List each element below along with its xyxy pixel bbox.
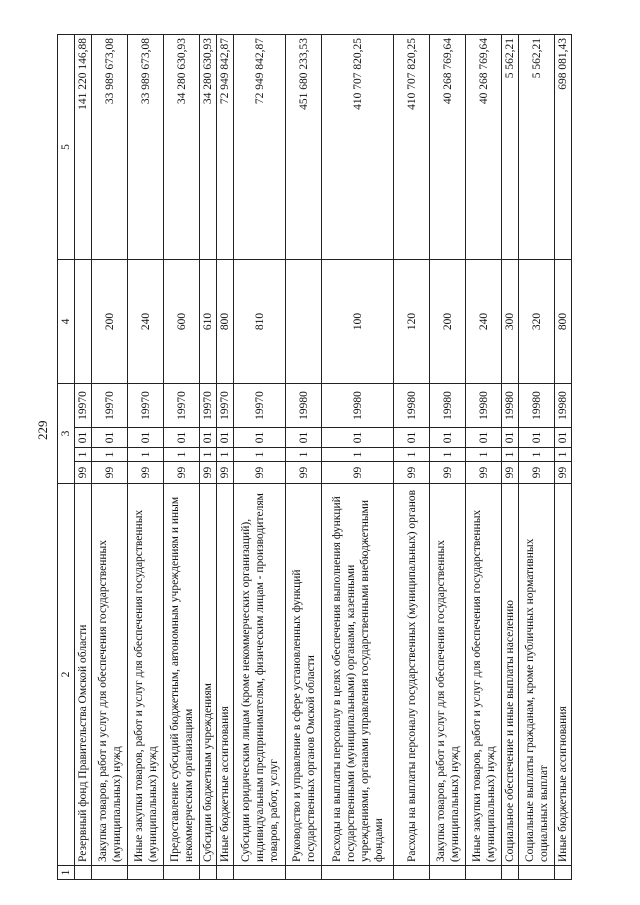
row-name: Иные бюджетные ассигнования	[217, 484, 234, 866]
row-amount: 410 707 820,25	[322, 35, 394, 260]
table-row	[200, 35, 217, 880]
code-program: 99	[555, 462, 572, 484]
row-name: Резервный фонд Правительства Омской области	[75, 484, 92, 866]
code-main-activity: 01	[164, 428, 200, 448]
code-direction: 19970	[234, 384, 286, 428]
table-row	[286, 35, 322, 880]
code-main-activity: 01	[200, 428, 217, 448]
row-marker-cell	[164, 866, 200, 880]
code-subprogram: 1	[164, 448, 200, 462]
code-expense-type: 240	[128, 260, 164, 384]
code-expense-type: 200	[430, 260, 466, 384]
code-program: 99	[286, 462, 322, 484]
code-program: 99	[466, 462, 502, 484]
table-row	[234, 35, 286, 880]
code-program: 99	[164, 462, 200, 484]
code-subprogram: 1	[322, 448, 394, 462]
row-marker-cell	[217, 866, 234, 880]
code-subprogram: 1	[75, 448, 92, 462]
row-name: Расходы на выплаты персоналу государственных (муниципальных) органов	[394, 484, 430, 866]
row-name: Закупка товаров, работ и услуг для обеспечения государственных (муниципальных) нужд	[92, 484, 128, 866]
row-marker-cell	[519, 866, 555, 880]
row-amount: 34 280 630,93	[200, 35, 217, 260]
code-expense-type	[286, 260, 322, 384]
code-main-activity: 01	[322, 428, 394, 448]
code-program: 99	[217, 462, 234, 484]
code-expense-type: 610	[200, 260, 217, 384]
row-name: Предоставление субсидий бюджетным, автономным учреждениям и иным некоммерческим организациям	[164, 484, 200, 866]
row-marker-cell	[466, 866, 502, 880]
code-program: 99	[200, 462, 217, 484]
row-amount: 40 268 769,64	[466, 35, 502, 260]
code-program: 99	[75, 462, 92, 484]
code-expense-type: 300	[502, 260, 519, 384]
code-main-activity: 01	[128, 428, 164, 448]
code-expense-type: 800	[217, 260, 234, 384]
code-direction: 19980	[394, 384, 430, 428]
header-col-4: 4	[58, 260, 75, 384]
code-main-activity: 01	[75, 428, 92, 448]
code-expense-type: 600	[164, 260, 200, 384]
code-expense-type: 800	[555, 260, 572, 384]
header-col-2: 2	[58, 484, 75, 866]
code-direction: 19970	[200, 384, 217, 428]
row-marker-cell	[502, 866, 519, 880]
row-marker-cell	[92, 866, 128, 880]
row-amount: 40 268 769,64	[430, 35, 466, 260]
row-name: Расходы на выплаты персоналу в целях обеспечения выполнения функций государственными (муниципальными) органами, казенными учреждениями, органами управления государственными внебюджетными фондами	[322, 484, 394, 866]
code-subprogram: 1	[286, 448, 322, 462]
row-amount: 5 562,21	[519, 35, 555, 260]
code-direction: 19970	[128, 384, 164, 428]
code-subprogram: 1	[128, 448, 164, 462]
table-row	[164, 35, 200, 880]
header-col-3: 3	[58, 384, 75, 484]
table-row	[502, 35, 519, 880]
row-marker-cell	[200, 866, 217, 880]
code-program: 99	[502, 462, 519, 484]
row-name: Социальное обеспечение и иные выплаты населению	[502, 484, 519, 866]
code-direction: 19980	[322, 384, 394, 428]
row-marker-cell	[322, 866, 394, 880]
row-marker-cell	[234, 866, 286, 880]
code-main-activity: 01	[430, 428, 466, 448]
table-row	[466, 35, 502, 880]
code-program: 99	[322, 462, 394, 484]
table-row	[322, 35, 394, 880]
code-direction: 19980	[519, 384, 555, 428]
row-name: Иные закупки товаров, работ и услуг для обеспечения государственных (муниципальных) нужд	[466, 484, 502, 866]
row-amount: 72 949 842,87	[234, 35, 286, 260]
code-subprogram: 1	[519, 448, 555, 462]
budget-table	[57, 34, 572, 880]
code-program: 99	[394, 462, 430, 484]
code-direction: 19980	[502, 384, 519, 428]
code-program: 99	[430, 462, 466, 484]
code-main-activity: 01	[234, 428, 286, 448]
code-subprogram: 1	[430, 448, 466, 462]
code-expense-type: 320	[519, 260, 555, 384]
table-row	[394, 35, 430, 880]
row-amount: 451 680 233,53	[286, 35, 322, 260]
code-program: 99	[92, 462, 128, 484]
code-direction: 19970	[217, 384, 234, 428]
code-main-activity: 01	[555, 428, 572, 448]
row-amount: 410 707 820,25	[394, 35, 430, 260]
row-name: Руководство и управление в сфере установленных функций государственных органов Омской области	[286, 484, 322, 866]
table-row	[430, 35, 466, 880]
code-main-activity: 01	[217, 428, 234, 448]
code-expense-type	[75, 260, 92, 384]
code-program: 99	[234, 462, 286, 484]
code-direction: 19970	[75, 384, 92, 428]
row-name: Иные закупки товаров, работ и услуг для обеспечения государственных (муниципальных) нужд	[128, 484, 164, 866]
code-direction: 19970	[164, 384, 200, 428]
code-subprogram: 1	[502, 448, 519, 462]
header-row	[58, 35, 75, 880]
code-expense-type: 120	[394, 260, 430, 384]
code-main-activity: 01	[502, 428, 519, 448]
table-row	[555, 35, 572, 880]
row-marker-cell	[75, 866, 92, 880]
code-direction: 19970	[92, 384, 128, 428]
row-marker-cell	[555, 866, 572, 880]
budget-table-container	[57, 35, 572, 880]
row-amount: 33 989 673,08	[92, 35, 128, 260]
code-subprogram: 1	[234, 448, 286, 462]
row-amount: 34 280 630,93	[164, 35, 200, 260]
header-col-5: 5	[58, 35, 75, 260]
code-subprogram: 1	[92, 448, 128, 462]
code-main-activity: 01	[286, 428, 322, 448]
row-marker-cell	[128, 866, 164, 880]
code-subprogram: 1	[217, 448, 234, 462]
code-main-activity: 01	[466, 428, 502, 448]
table-row	[217, 35, 234, 880]
code-subprogram: 1	[555, 448, 572, 462]
row-amount: 141 220 146,88	[75, 35, 92, 260]
table-row	[128, 35, 164, 880]
code-direction: 19980	[466, 384, 502, 428]
code-expense-type: 200	[92, 260, 128, 384]
row-marker-cell	[394, 866, 430, 880]
table-row	[519, 35, 555, 880]
row-amount: 33 989 673,08	[128, 35, 164, 260]
code-expense-type: 810	[234, 260, 286, 384]
code-expense-type: 240	[466, 260, 502, 384]
row-name: Закупка товаров, работ и услуг для обеспечения государственных (муниципальных) нужд	[430, 484, 466, 866]
code-expense-type: 100	[322, 260, 394, 384]
code-direction: 19980	[430, 384, 466, 428]
row-name: Иные бюджетные ассигнования	[555, 484, 572, 866]
row-marker-cell	[430, 866, 466, 880]
code-direction: 19980	[286, 384, 322, 428]
code-direction: 19980	[555, 384, 572, 428]
code-subprogram: 1	[200, 448, 217, 462]
row-amount: 5 562,21	[502, 35, 519, 260]
code-program: 99	[519, 462, 555, 484]
table-row	[75, 35, 92, 880]
row-amount: 698 081,43	[555, 35, 572, 260]
code-main-activity: 01	[92, 428, 128, 448]
page-number: 229	[35, 420, 50, 440]
code-subprogram: 1	[394, 448, 430, 462]
code-main-activity: 01	[519, 428, 555, 448]
code-program: 99	[128, 462, 164, 484]
row-name: Социальные выплаты гражданам, кроме публичных нормативных социальных выплат	[519, 484, 555, 866]
header-col-1: 1	[58, 866, 75, 880]
table-row	[92, 35, 128, 880]
row-amount: 72 949 842,87	[217, 35, 234, 260]
code-subprogram: 1	[466, 448, 502, 462]
row-marker-cell	[286, 866, 322, 880]
row-name: Субсидии юридическим лицам (кроме некоммерческих организаций), индивидуальным предпринимателям, физическим лицам - производителям товаров, работ, услуг	[234, 484, 286, 866]
row-name: Субсидии бюджетным учреждениям	[200, 484, 217, 866]
code-main-activity: 01	[394, 428, 430, 448]
